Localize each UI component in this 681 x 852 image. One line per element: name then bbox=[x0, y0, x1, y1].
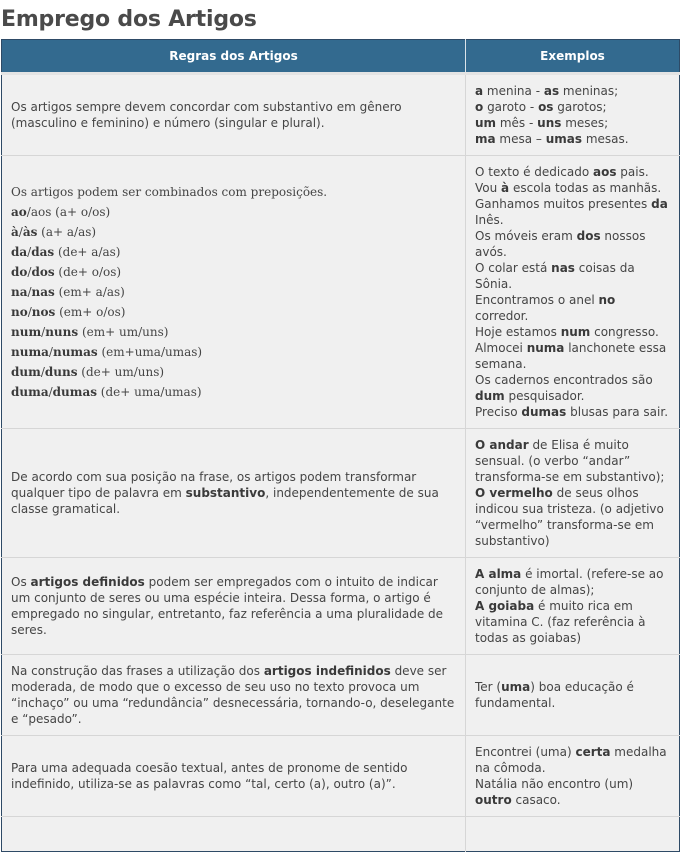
text-run: lanchonete essa semana. bbox=[475, 341, 667, 371]
text-line bbox=[11, 262, 457, 282]
bold-text: dos bbox=[31, 265, 55, 279]
text-line bbox=[11, 574, 457, 638]
text-line bbox=[11, 282, 457, 302]
text-line bbox=[11, 242, 457, 262]
text-run: / bbox=[48, 345, 53, 359]
text-run: / bbox=[18, 225, 23, 239]
text-run: Encontrei (uma) bbox=[475, 745, 576, 759]
text-run: garoto - bbox=[483, 100, 539, 114]
rule-cell bbox=[2, 655, 466, 736]
column-header-rules: Regras dos Artigos bbox=[2, 40, 466, 74]
bold-text: numa bbox=[11, 345, 49, 359]
text-run: mesa – bbox=[495, 132, 546, 146]
text-run: Na construção das frases a utilização dos bbox=[11, 664, 264, 678]
text-line bbox=[11, 663, 457, 727]
bold-text: um bbox=[475, 116, 497, 130]
text-run: menina - bbox=[483, 84, 544, 98]
table-header-row bbox=[2, 40, 680, 74]
text-run: blusas para sair. bbox=[566, 405, 669, 419]
text-line bbox=[475, 566, 671, 598]
text-run: / bbox=[48, 385, 53, 399]
bold-text: nos bbox=[31, 305, 56, 319]
text-run: Hoje estamos bbox=[475, 325, 561, 339]
text-line bbox=[475, 324, 671, 340]
table-row bbox=[2, 156, 680, 429]
rule-cell bbox=[2, 74, 466, 156]
bold-text: dum bbox=[11, 365, 41, 379]
text-line bbox=[11, 382, 457, 402]
text-run: meses; bbox=[561, 116, 609, 130]
bold-text: o bbox=[475, 100, 484, 114]
text-run: pesquisador. bbox=[504, 389, 585, 403]
text-run: ) boa educação é fundamental. bbox=[475, 680, 634, 710]
table-row-partial bbox=[2, 817, 680, 852]
bold-text: na bbox=[11, 285, 28, 299]
text-line bbox=[475, 196, 671, 228]
text-run: Preciso bbox=[475, 405, 522, 419]
text-run: (em+uma/umas) bbox=[97, 345, 203, 359]
bold-text: nas bbox=[551, 261, 575, 275]
text-line bbox=[475, 164, 671, 180]
text-line bbox=[475, 228, 671, 260]
text-run: Os bbox=[11, 575, 31, 589]
text-run: (a+ a/as) bbox=[37, 225, 97, 239]
bold-text: num bbox=[11, 325, 42, 339]
table-row bbox=[2, 736, 680, 817]
table-row bbox=[2, 558, 680, 655]
bold-text: às bbox=[22, 225, 38, 239]
text-line bbox=[475, 598, 671, 646]
text-run: de Elisa é muito sensual. (o verbo “andar” transforma-se em substantivo); bbox=[475, 438, 665, 484]
bold-text: dos bbox=[576, 229, 601, 243]
articles-table bbox=[1, 39, 680, 852]
text-run: Os cadernos encontrados são bbox=[475, 373, 653, 387]
page-title: Emprego dos Artigos bbox=[1, 6, 257, 32]
bold-text: dum bbox=[475, 389, 505, 403]
bold-text: artigos definidos bbox=[30, 575, 145, 589]
text-run: /aos (a+ o/os) bbox=[26, 205, 111, 219]
text-run: Almocei bbox=[475, 341, 527, 355]
text-run: congresso. bbox=[590, 325, 659, 339]
column-header-examples: Exemplos bbox=[466, 40, 680, 74]
bold-text: das bbox=[31, 245, 55, 259]
bold-text: à bbox=[501, 181, 510, 195]
text-run: / bbox=[27, 305, 32, 319]
text-run: De acordo com sua posição na frase, os artigos podem transformar qualquer tipo de palavra em bbox=[11, 470, 417, 500]
text-line bbox=[475, 99, 671, 115]
text-run: Os artigos sempre devem concordar com substantivo em gênero (masculino e feminino) e número (singular e plural). bbox=[11, 100, 402, 130]
text-line bbox=[11, 302, 457, 322]
examples-cell bbox=[466, 156, 680, 429]
text-run: (de+ um/uns) bbox=[77, 365, 165, 379]
text-run: mesas. bbox=[582, 132, 629, 146]
text-run: / bbox=[27, 265, 32, 279]
examples-cell bbox=[466, 429, 680, 558]
examples-cell bbox=[466, 74, 680, 156]
text-run: Ganhamos muitos presentes bbox=[475, 197, 652, 211]
bold-text: numas bbox=[52, 345, 98, 359]
rule-cell bbox=[2, 156, 466, 429]
bold-text: da bbox=[651, 197, 668, 211]
examples-cell bbox=[466, 558, 680, 655]
text-run: pais. bbox=[616, 165, 649, 179]
text-run: Vou bbox=[475, 181, 502, 195]
bold-text: à bbox=[11, 225, 19, 239]
text-line bbox=[11, 362, 457, 382]
bold-text: da bbox=[11, 245, 28, 259]
text-run: garotos; bbox=[553, 100, 607, 114]
bold-text: umas bbox=[545, 132, 583, 146]
text-line bbox=[11, 469, 457, 517]
text-line bbox=[475, 372, 671, 404]
text-line bbox=[475, 260, 671, 292]
text-run: deve ser moderada, de modo que o excesso de seu uso no texto provoca um “inchaço” ou uma “redundância” desnecessária, tornando-o, deselegante e “pesado”. bbox=[11, 664, 455, 726]
bold-text: nuns bbox=[45, 325, 79, 339]
table-row bbox=[2, 429, 680, 558]
bold-text: duma bbox=[11, 385, 49, 399]
bold-text: O andar bbox=[475, 438, 529, 452]
text-run: meninas; bbox=[559, 84, 619, 98]
text-line bbox=[475, 776, 671, 808]
text-run: Os artigos podem ser combinados com preposições. bbox=[11, 185, 328, 199]
text-line bbox=[475, 180, 671, 196]
text-line bbox=[475, 340, 671, 372]
text-line bbox=[475, 404, 671, 420]
bold-text: substantivo bbox=[185, 486, 266, 500]
examples-cell-partial bbox=[466, 817, 680, 852]
text-run: de seus olhos indicou sua tristeza. (o adjetivo “vermelho” transforma-se em substantivo) bbox=[475, 486, 664, 548]
bold-text: A alma bbox=[475, 567, 522, 581]
bold-text: num bbox=[560, 325, 591, 339]
bold-text: duns bbox=[44, 365, 78, 379]
text-run: Para uma adequada coesão textual, antes de pronome de sentido indefinido, utiliza-se as palavras como “tal, certo (a), outro (a)”. bbox=[11, 761, 408, 791]
bold-text: no bbox=[11, 305, 28, 319]
text-line bbox=[11, 202, 457, 222]
bold-text: uma bbox=[501, 680, 531, 694]
text-run: escola todas as manhãs. bbox=[509, 181, 662, 195]
text-line bbox=[11, 342, 457, 362]
bold-text: A goiaba bbox=[475, 599, 535, 613]
text-line bbox=[475, 292, 671, 324]
text-run: Natália não encontro (um) bbox=[475, 777, 634, 791]
text-line bbox=[475, 485, 671, 549]
bold-text: artigos indefinidos bbox=[263, 664, 391, 678]
text-run: (em+ o/os) bbox=[55, 305, 126, 319]
bold-text: O vermelho bbox=[475, 486, 553, 500]
bold-text: no bbox=[598, 293, 616, 307]
rule-cell-partial bbox=[2, 817, 466, 852]
bold-text: aos bbox=[592, 165, 617, 179]
text-run: é muito rica em vitamina C. (faz referência à todas as goiabas) bbox=[475, 599, 646, 645]
bold-text: do bbox=[11, 265, 28, 279]
bold-text: dumas bbox=[52, 385, 97, 399]
bold-text: ma bbox=[475, 132, 496, 146]
text-run: Os móveis eram bbox=[475, 229, 577, 243]
text-run: casaco. bbox=[511, 793, 561, 807]
bold-text: dumas bbox=[521, 405, 567, 419]
rule-cell bbox=[2, 429, 466, 558]
text-line bbox=[475, 131, 671, 147]
text-line bbox=[475, 437, 671, 485]
text-run: (em+ um/uns) bbox=[78, 325, 169, 339]
text-run: (de+ a/as) bbox=[54, 245, 121, 259]
text-run: (em+ a/as) bbox=[54, 285, 125, 299]
bold-text: os bbox=[538, 100, 554, 114]
bold-text: ao bbox=[11, 205, 27, 219]
bold-text: numa bbox=[526, 341, 565, 355]
text-line bbox=[475, 115, 671, 131]
text-line bbox=[475, 679, 671, 711]
text-run: O colar está bbox=[475, 261, 552, 275]
bold-text: uns bbox=[537, 116, 562, 130]
bold-text: nas bbox=[31, 285, 55, 299]
text-line bbox=[11, 99, 457, 131]
text-run: podem ser empregados com o intuito de indicar um conjunto de seres ou uma espécie inteira. Dessa forma, o artigo é empregado no singular, entretanto, faz referência a uma pluralidade de seres. bbox=[11, 575, 444, 637]
text-run: (de+ o/os) bbox=[54, 265, 122, 279]
text-run: corredor. bbox=[475, 309, 529, 323]
text-run: Inês. bbox=[475, 213, 504, 227]
text-run: O texto é dedicado bbox=[475, 165, 593, 179]
rule-cell bbox=[2, 736, 466, 817]
text-run: é imortal. (refere-se ao conjunto de almas); bbox=[475, 567, 664, 597]
examples-cell bbox=[466, 655, 680, 736]
text-line bbox=[11, 760, 457, 792]
rule-cell bbox=[2, 558, 466, 655]
text-run: medalha na cômoda. bbox=[475, 745, 667, 775]
examples-cell bbox=[466, 736, 680, 817]
bold-text: a bbox=[475, 84, 484, 98]
text-line bbox=[11, 182, 457, 202]
text-line bbox=[11, 222, 457, 242]
bold-text: outro bbox=[475, 793, 512, 807]
text-run: / bbox=[27, 245, 32, 259]
text-run: coisas da Sônia. bbox=[475, 261, 635, 291]
text-run: / bbox=[27, 285, 32, 299]
text-run: / bbox=[40, 365, 45, 379]
table-row bbox=[2, 655, 680, 736]
bold-text: certa bbox=[575, 745, 611, 759]
text-run: nossos avós. bbox=[475, 229, 646, 259]
text-run: mês - bbox=[496, 116, 538, 130]
text-line bbox=[11, 322, 457, 342]
text-line bbox=[475, 744, 671, 776]
text-run: (de+ uma/umas) bbox=[96, 385, 202, 399]
text-run: Encontramos o anel bbox=[475, 293, 599, 307]
text-run: / bbox=[41, 325, 46, 339]
text-run: , independentemente de sua classe gramatical. bbox=[11, 486, 439, 516]
bold-text: as bbox=[543, 84, 560, 98]
table-row bbox=[2, 74, 680, 156]
text-run: Ter ( bbox=[475, 680, 502, 694]
text-line bbox=[475, 83, 671, 99]
